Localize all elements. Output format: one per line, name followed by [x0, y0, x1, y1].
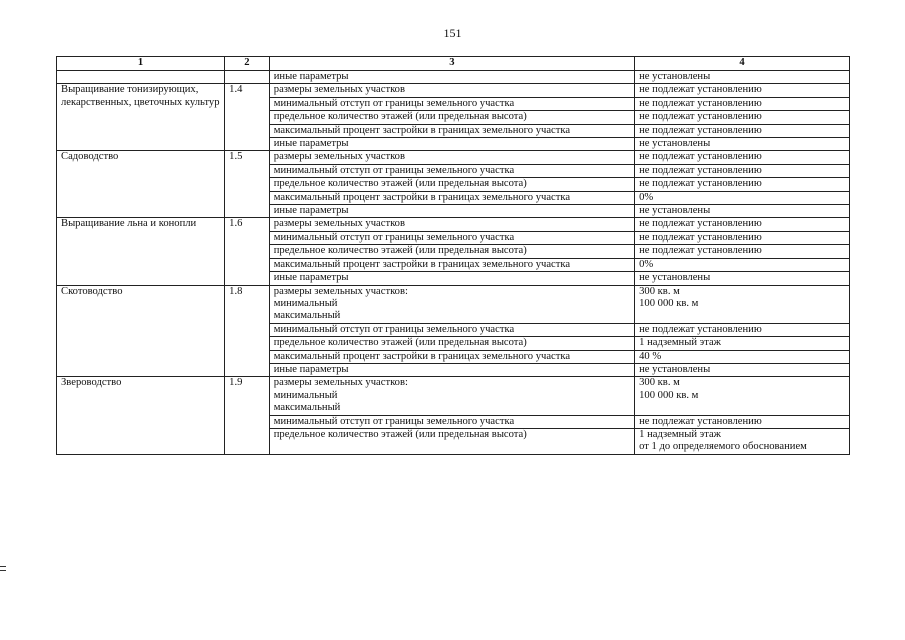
regulations-table	[56, 56, 850, 455]
value-cell: не установлены	[635, 205, 850, 218]
table-row	[57, 151, 850, 164]
activity-name-cell: Скотоводство	[57, 285, 225, 377]
size-max-label: максимальный	[273, 310, 341, 322]
activity-name-cell: Звероводство	[57, 377, 225, 454]
header-col-2: 2	[225, 57, 270, 71]
value-cell: не подлежат установлению	[635, 97, 850, 110]
margin-mark	[0, 566, 6, 576]
table-row	[57, 377, 850, 415]
value-cell: не установлены	[635, 363, 850, 376]
param-cell: иные параметры	[269, 272, 634, 285]
activity-code-cell: 1.5	[225, 151, 270, 218]
value-cell: не подлежат установлению	[635, 415, 850, 428]
param-cell: максимальный процент застройки в границах земельного участка	[269, 124, 634, 137]
param-cell: минимальный отступ от границы земельного участка	[269, 323, 634, 336]
size-min-value: 300 кв. м	[639, 285, 680, 297]
table-row	[57, 285, 850, 323]
value-cell: не подлежат установлению	[635, 124, 850, 137]
param-cell: размеры земельных участков	[269, 151, 634, 164]
size-max-value: 100 000 кв. м	[639, 389, 699, 401]
size-min-value: 300 кв. м	[639, 377, 680, 389]
activity-code-cell: 1.6	[225, 218, 270, 285]
value-cell: не подлежат установлению	[635, 323, 850, 336]
size-max-value: 100 000 кв. м	[639, 297, 699, 309]
table-row	[57, 71, 850, 84]
value-cell: 1 надземный этаж	[635, 337, 850, 350]
activity-name-cell: Садоводство	[57, 151, 225, 218]
param-cell: иные параметры	[269, 363, 634, 376]
param-cell: иные параметры	[269, 71, 634, 84]
param-cell: предельное количество этажей (или предельная высота)	[269, 245, 634, 258]
page-number: 151	[443, 26, 462, 40]
param-cell: предельное количество этажей (или предельная высота)	[269, 337, 634, 350]
value-cell: не подлежат установлению	[635, 178, 850, 191]
param-cell: минимальный отступ от границы земельного участка	[269, 231, 634, 244]
value-cell: не подлежат установлению	[635, 84, 850, 97]
size-label: размеры земельных участков:	[273, 377, 408, 389]
header-col-3: 3	[269, 57, 634, 71]
value-cell: не установлены	[635, 71, 850, 84]
size-min-label: минимальный	[273, 389, 338, 401]
value-cell: не установлены	[635, 272, 850, 285]
param-cell: минимальный отступ от границы земельного участка	[269, 97, 634, 110]
activity-code-cell: 1.9	[225, 377, 270, 454]
value-cell	[635, 428, 850, 454]
param-cell: минимальный отступ от границы земельного участка	[269, 415, 634, 428]
value-cell: не подлежат установлению	[635, 231, 850, 244]
table-row	[57, 218, 850, 231]
value-cell: не подлежат установлению	[635, 111, 850, 124]
param-cell: предельное количество этажей (или предельная высота)	[269, 178, 634, 191]
value-cell: 0%	[635, 191, 850, 204]
header-col-1: 1	[57, 57, 225, 71]
param-cell: максимальный процент застройки в границах земельного участка	[269, 258, 634, 271]
value-cell: не подлежат установлению	[635, 151, 850, 164]
activity-code-cell: 1.4	[225, 84, 270, 151]
param-cell: размеры земельных участков	[269, 218, 634, 231]
activity-name-cell: Выращивание льна и конопли	[57, 218, 225, 285]
activity-code-cell	[225, 71, 270, 84]
value-cell: 0%	[635, 258, 850, 271]
value-line: от 1 до определяемого обоснованием	[639, 441, 807, 453]
param-cell: предельное количество этажей (или предельная высота)	[269, 428, 634, 454]
param-cell: максимальный процент застройки в границах земельного участка	[269, 191, 634, 204]
param-cell: минимальный отступ от границы земельного участка	[269, 164, 634, 177]
value-cell: не подлежат установлению	[635, 164, 850, 177]
param-cell	[269, 285, 634, 323]
value-cell: не установлены	[635, 138, 850, 151]
value-cell: не подлежат установлению	[635, 218, 850, 231]
param-cell: иные параметры	[269, 205, 634, 218]
activity-name-cell: Выращивание тонизирующих, лекарственных, цветочных культур	[57, 84, 225, 151]
header-row	[57, 57, 850, 71]
size-max-label: максимальный	[273, 402, 341, 414]
value-line: 1 надземный этаж	[639, 428, 721, 440]
value-cell: 40 %	[635, 350, 850, 363]
param-cell: максимальный процент застройки в границах земельного участка	[269, 350, 634, 363]
param-cell: размеры земельных участков	[269, 84, 634, 97]
activity-code-cell: 1.8	[225, 285, 270, 377]
activity-name-cell	[57, 71, 225, 84]
value-cell	[635, 377, 850, 415]
table-row	[57, 84, 850, 97]
size-label: размеры земельных участков:	[273, 285, 408, 297]
value-cell	[635, 285, 850, 323]
header-col-4: 4	[635, 57, 850, 71]
param-cell: предельное количество этажей (или предельная высота)	[269, 111, 634, 124]
size-min-label: минимальный	[273, 297, 338, 309]
param-cell: иные параметры	[269, 138, 634, 151]
value-cell: не подлежат установлению	[635, 245, 850, 258]
param-cell	[269, 377, 634, 415]
